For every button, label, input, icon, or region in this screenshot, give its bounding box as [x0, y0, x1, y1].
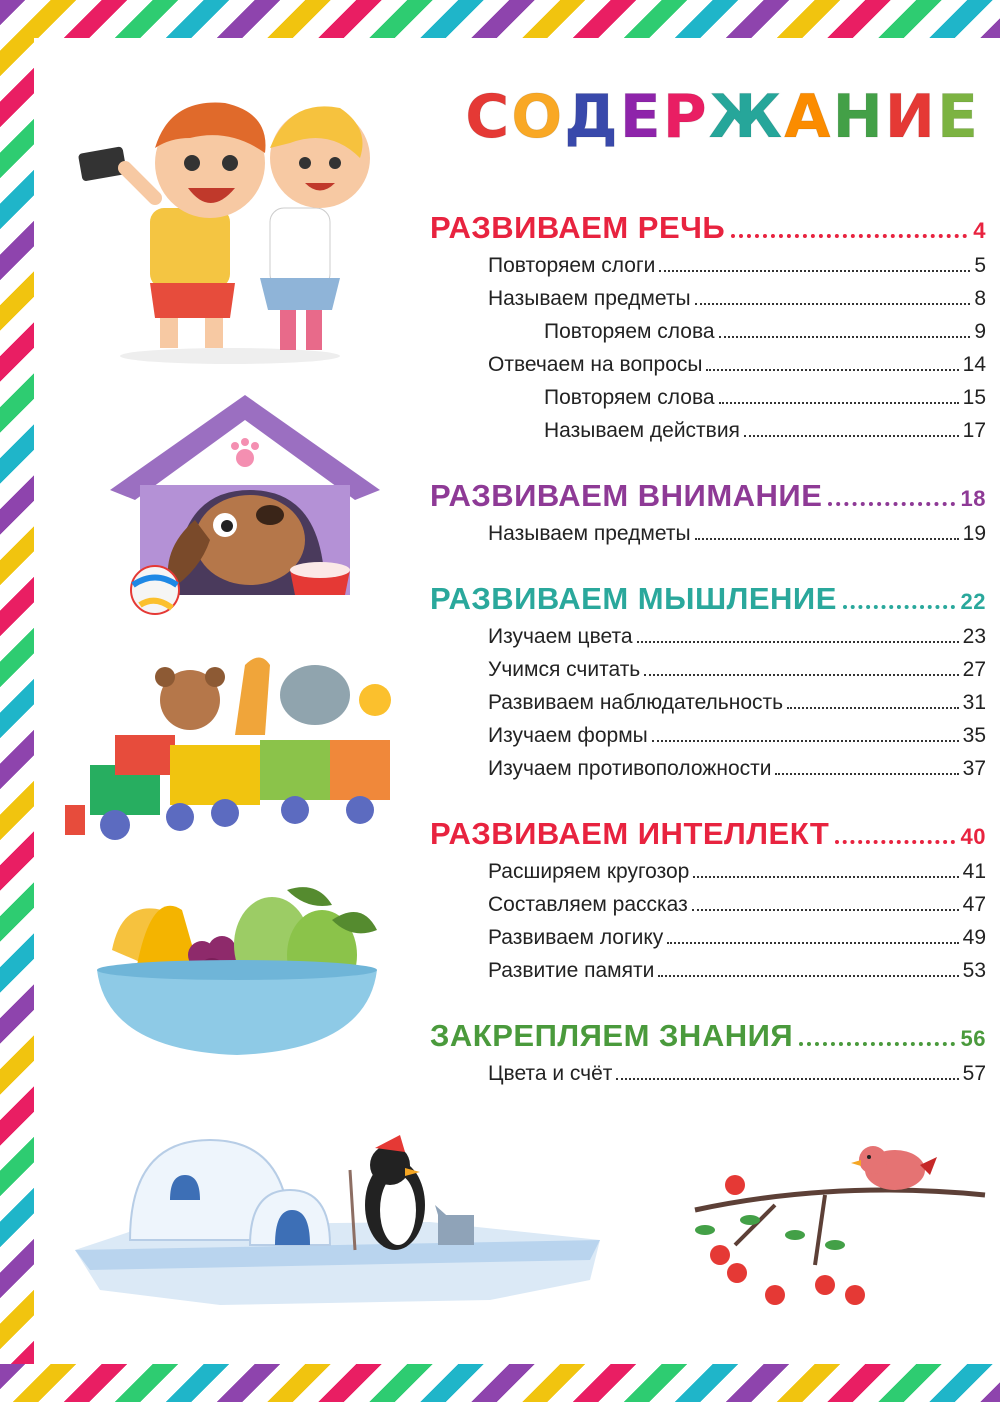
entry-page-number: 31 [962, 691, 986, 714]
toc-entry[interactable] [430, 757, 986, 790]
dot-leader [799, 1042, 954, 1046]
toc-entry[interactable] [430, 419, 986, 452]
entry-page-number: 17 [962, 419, 986, 442]
kids-selfie-illustration [70, 88, 390, 368]
entry-label: Учимся считать [488, 658, 641, 681]
entry-page-number: 23 [962, 625, 986, 648]
entry-page-number: 15 [962, 386, 986, 409]
entry-page-number: 35 [962, 724, 986, 747]
entry-label: Изучаем формы [488, 724, 648, 747]
dot-leader [616, 1078, 958, 1080]
entry-label: Повторяем слоги [488, 254, 656, 277]
toc-entry[interactable] [430, 959, 986, 992]
toc-entry[interactable] [430, 1062, 986, 1095]
toc-entry[interactable] [430, 386, 986, 419]
entry-label: Отвечаем на вопросы [488, 353, 703, 376]
entry-page-number: 5 [974, 254, 986, 277]
dot-leader [706, 369, 958, 371]
table-of-contents [430, 210, 986, 1121]
entry-page-number: 53 [962, 959, 986, 982]
dot-leader [695, 538, 959, 540]
entry-label: Называем предметы [488, 522, 691, 545]
toc-entry[interactable] [430, 522, 986, 555]
entry-label: Цвета и счёт [488, 1062, 613, 1085]
section-page-number: 56 [960, 1026, 986, 1051]
entry-page-number: 41 [962, 860, 986, 883]
fruit-bowl-illustration [92, 880, 382, 1060]
toc-section [430, 581, 986, 790]
airmail-border-left [0, 0, 34, 1402]
title-letter: О [511, 82, 565, 152]
toc-entry[interactable] [430, 926, 986, 959]
airmail-border-bottom [0, 1364, 1000, 1402]
dot-leader [637, 641, 959, 643]
toc-entry[interactable] [430, 860, 986, 893]
section-title: РАЗВИВАЕМ МЫШЛЕНИЕ [430, 581, 837, 616]
dot-leader [843, 605, 955, 609]
entry-page-number: 14 [962, 353, 986, 376]
entry-label: Изучаем противоположности [488, 757, 772, 780]
entry-label: Называем предметы [488, 287, 691, 310]
section-heading[interactable] [430, 816, 986, 860]
entry-page-number: 57 [962, 1062, 986, 1085]
dot-leader [693, 876, 958, 878]
section-page-number: 22 [960, 589, 986, 614]
title-letter: Р [662, 82, 709, 152]
section-heading[interactable] [430, 581, 986, 625]
dot-leader [644, 674, 958, 676]
title-letter: А [784, 82, 833, 152]
entry-page-number: 27 [962, 658, 986, 681]
title-letter: Е [619, 82, 663, 152]
entry-page-number: 47 [962, 893, 986, 916]
toc-entry[interactable] [430, 353, 986, 386]
entry-page-number: 9 [974, 320, 986, 343]
title-letter: Д [564, 82, 620, 152]
section-page-number: 4 [973, 218, 986, 243]
toc-section [430, 816, 986, 992]
toc-entry[interactable] [430, 320, 986, 353]
entry-label: Развиваем наблюдательность [488, 691, 784, 714]
igloo-penguin-illustration [70, 1110, 610, 1310]
entry-page-number: 19 [962, 522, 986, 545]
dot-leader [828, 502, 954, 506]
toc-section [430, 210, 986, 452]
title-letter: Е [937, 82, 980, 152]
entry-label: Расширяем кругозор [488, 860, 690, 883]
doghouse-illustration [100, 390, 390, 620]
section-title: ЗАКРЕПЛЯЕМ ЗНАНИЯ [430, 1018, 794, 1053]
toc-entry[interactable] [430, 254, 986, 287]
toc-entry[interactable] [430, 724, 986, 757]
dot-leader [695, 303, 971, 305]
dot-leader [744, 435, 959, 437]
dot-leader [667, 942, 958, 944]
section-heading[interactable] [430, 1018, 986, 1062]
toc-entry[interactable] [430, 625, 986, 658]
airmail-border-top [0, 0, 1000, 38]
dot-leader [719, 402, 959, 404]
entry-label: Повторяем слова [544, 386, 715, 409]
section-page-number: 40 [960, 824, 986, 849]
toc-entry[interactable] [430, 658, 986, 691]
entry-label: Составляем рассказ [488, 893, 688, 916]
title-letter: С [465, 82, 512, 152]
toc-entry[interactable] [430, 893, 986, 926]
title-letter: Н [832, 82, 885, 152]
entry-page-number: 37 [962, 757, 986, 780]
dot-leader [835, 840, 954, 844]
section-heading[interactable] [430, 210, 986, 254]
title-letter: Ж [708, 82, 785, 152]
toc-section [430, 478, 986, 555]
entry-label: Называем действия [544, 419, 740, 442]
entry-label: Изучаем цвета [488, 625, 633, 648]
dot-leader [719, 336, 971, 338]
dot-leader [652, 740, 959, 742]
entry-label: Развиваем логику [488, 926, 664, 949]
entry-page-number: 49 [962, 926, 986, 949]
section-page-number: 18 [960, 486, 986, 511]
title-letter: И [884, 82, 937, 152]
section-title: РАЗВИВАЕМ ВНИМАНИЕ [430, 478, 823, 513]
toy-train-illustration [60, 645, 400, 855]
section-title: РАЗВИВАЕМ ИНТЕЛЛЕКТ [430, 816, 830, 851]
page-title [420, 82, 980, 152]
entry-page-number: 8 [974, 287, 986, 310]
section-title: РАЗВИВАЕМ РЕЧЬ [430, 210, 726, 245]
dot-leader [775, 773, 958, 775]
toc-section [430, 1018, 986, 1095]
section-heading[interactable] [430, 478, 986, 522]
toc-entry[interactable] [430, 691, 986, 724]
dot-leader [787, 707, 959, 709]
dot-leader [659, 270, 970, 272]
toc-entry[interactable] [430, 287, 986, 320]
entry-label: Развитие памяти [488, 959, 655, 982]
dot-leader [731, 234, 967, 238]
dot-leader [658, 975, 958, 977]
dot-leader [692, 909, 959, 911]
bird-branch-illustration [675, 1135, 995, 1315]
entry-label: Повторяем слова [544, 320, 715, 343]
